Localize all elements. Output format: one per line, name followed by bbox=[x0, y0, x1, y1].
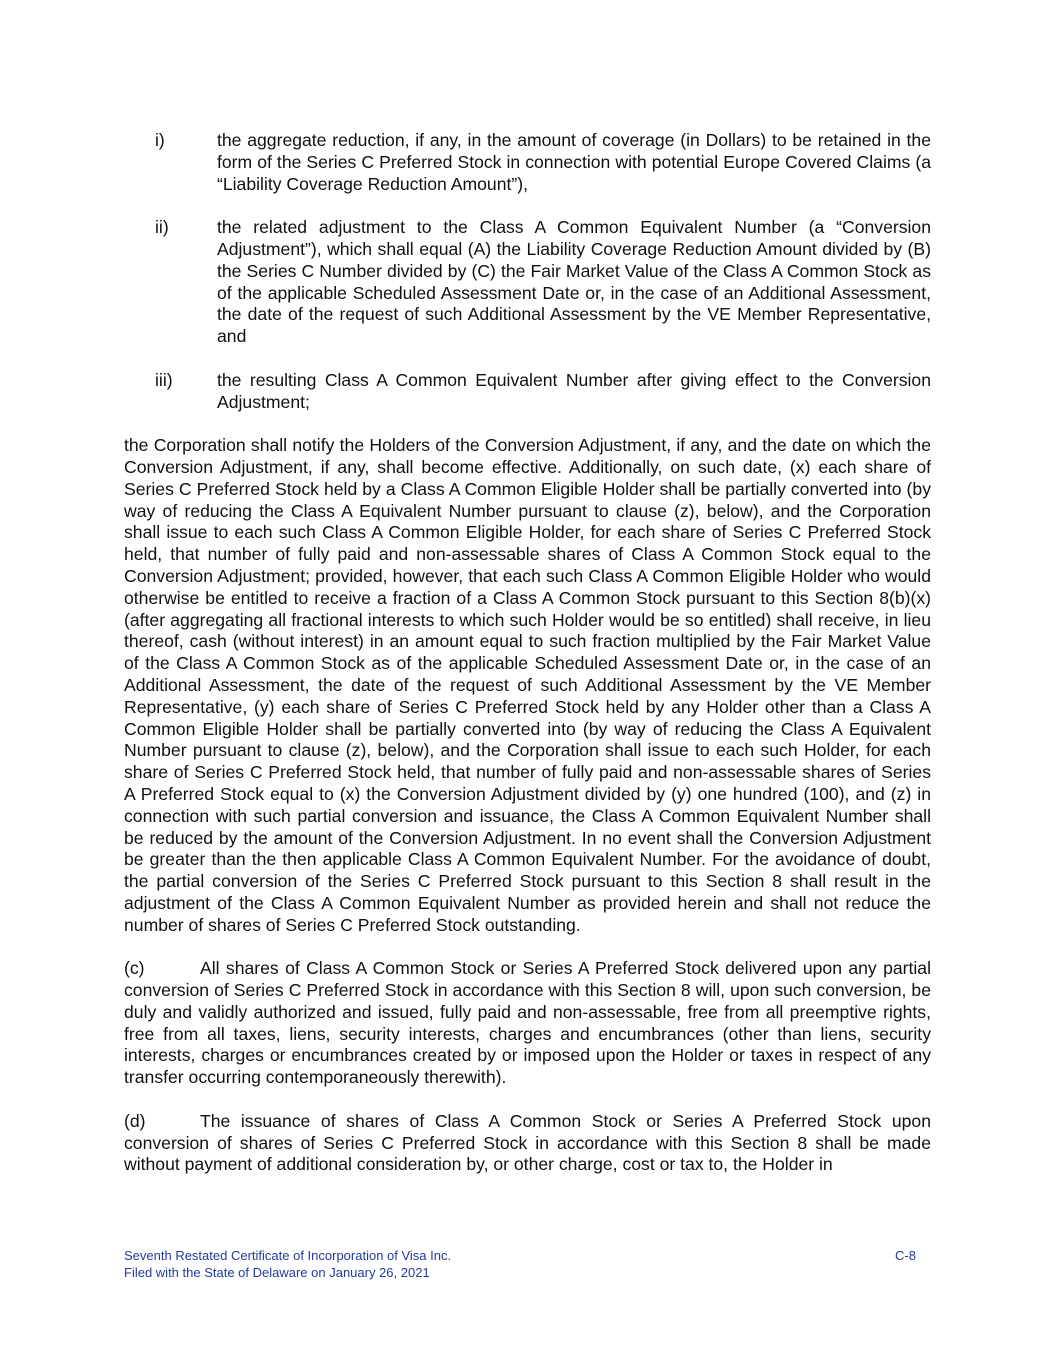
list-marker: i) bbox=[155, 130, 165, 150]
continuation-paragraph: the Corporation shall notify the Holders of the Conversion Adjustment, if any, and the date on which the Conversion Adjustment, if any, shall become effective. Additionally, on such date, (x) each share of Series C Preferred Stock held by a Class A Common Eligible Holder shall be partially converted into (by way of reducing the Class A Equivalent Number pursuant to clause (z), below), and the Corporation shall issue to each such Class A Common Eligible Holder, for each share of Series C Preferred Stock held, that number of fully paid and non-assessable shares of Class A Common Stock equal to the Conversion Adjustment; provided, however, that each such Class A Common Eligible Holder who would otherwise be entitled to receive a fraction of a Class A Common Stock pursuant to this Section 8(b)(x) (after aggregating all fractional interests to which such Holder would be so entitled) shall receive, in lieu thereof, cash (without interest) in an amount equal to such fraction multiplied by the Fair Market Value of the Class A Common Stock as of the applicable Scheduled Assessment Date or, in the case of an Additional Assessment, the date of the request of such Additional Assessment by the VE Member Representative, (y) each share of Series C Preferred Stock held by any Holder other than a Class A Common Eligible Holder shall be partially converted into (by way of reducing the Class A Equivalent Number pursuant to clause (z), below), and the Corporation shall issue to each such Holder, for each share of Series C Preferred Stock held, that number of fully paid and non-assessable shares of Series A Preferred Stock equal to (x) the Conversion Adjustment divided by (y) one hundred (100), and (z) in connection with such partial conversion and issuance, the Class A Common Equivalent Number shall be reduced by the amount of the Conversion Adjustment. In no event shall the Conversion Adjustment be greater than the then applicable Class A Common Equivalent Number. For the avoidance of doubt, the partial conversion of the Series C Preferred Stock pursuant to this Section 8 shall result in the adjustment of the Class A Common Equivalent Number as provided herein and shall not reduce the number of shares of Series C Preferred Stock outstanding. bbox=[124, 435, 931, 935]
document-page bbox=[124, 130, 931, 1198]
list-item-i bbox=[124, 130, 931, 195]
list-item-text: the related adjustment to the Class A Common Equivalent Number (a “Conversion Adjustment”), which shall equal (A) the Liability Coverage Reduction Amount divided by (B) the Series C Number divided by (C) the Fair Market Value of the Class A Common Stock as of the applicable Scheduled Assessment Date or, in the case of an Additional Assessment, the date of the request of such Additional Assessment by the VE Member Representative, and bbox=[217, 217, 931, 347]
section-c bbox=[124, 958, 931, 1089]
list-item-text: the aggregate reduction, if any, in the amount of coverage (in Dollars) to be retained in the form of the Series C Preferred Stock in connection with potential Europe Covered Claims (a “Liability Coverage Reduction Amount”), bbox=[217, 130, 931, 194]
section-text: All shares of Class A Common Stock or Series A Preferred Stock delivered upon any partial conversion of Series C Preferred Stock in accordance with this Section 8 will, upon such conversion, be duly and validly authorized and issued, fully paid and non-assessable, free from all preemptive rights, free from all taxes, liens, security interests, charges and encumbrances (other than liens, security interests, charges or encumbrances created by or imposed upon the Holder or taxes in respect of any transfer occurring contemporaneously therewith). bbox=[124, 958, 931, 1088]
footer-filing-info: Filed with the State of Delaware on January 26, 2021 bbox=[124, 1265, 430, 1280]
footer-document-title: Seventh Restated Certificate of Incorporation of Visa Inc. bbox=[124, 1248, 452, 1263]
list-marker: iii) bbox=[155, 369, 173, 390]
list-item-ii bbox=[124, 217, 931, 348]
section-text: The issuance of shares of Class A Common Stock or Series A Preferred Stock upon conversion of shares of Series C Preferred Stock in accordance with this Section 8 shall be made without payment of additional consideration by, or other charge, cost or tax to, the Holder in bbox=[124, 1110, 931, 1175]
page-footer bbox=[124, 1247, 916, 1281]
list-marker: ii) bbox=[155, 217, 169, 238]
section-d bbox=[124, 1111, 931, 1176]
section-marker: (d) bbox=[124, 1110, 146, 1131]
section-marker: (c) bbox=[124, 958, 145, 979]
page-number: C-8 bbox=[895, 1248, 916, 1263]
list-item-text: the resulting Class A Common Equivalent Number after giving effect to the Conversion Adjustment; bbox=[217, 369, 931, 412]
list-item-iii bbox=[124, 370, 931, 414]
